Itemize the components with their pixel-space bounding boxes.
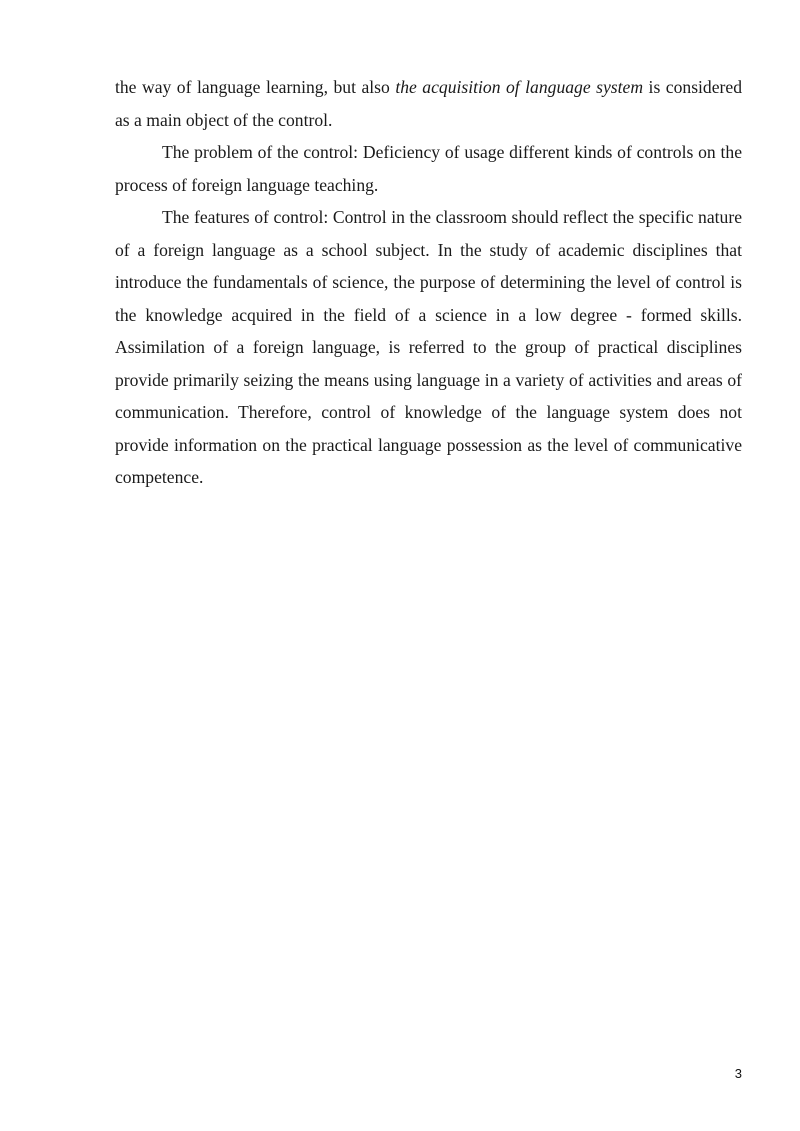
paragraph-features: The features of control: Control in the classroom should reflect the specific nature of a foreign language as a school subject. In the study of academic disciplines that introduce the fundamentals of science, the purpose of determining the level of control is the knowledge acquired in the field of a science in a low degree - formed skills. Assimilation of a foreign language, is referred to the group of practical disciplines provide primarily seizing the means using language in a variety of activities and areas of communication. Therefore, control of knowledge of the language system does not provide information on the practical language possession as the level of communicative competence. xyxy=(115,207,742,487)
page-number: 3 xyxy=(734,1066,742,1081)
paragraph-1-text-end: is considered as a main object of the control. xyxy=(115,77,742,130)
paragraph-problem: The problem of the control: Deficiency of usage different kinds of controls on the process of foreign language teaching. xyxy=(115,142,742,195)
italic-phrase: the acquisition of language system xyxy=(395,77,644,97)
body-text xyxy=(115,71,742,494)
paragraph-continuation xyxy=(115,71,742,136)
paragraph-1-text-start: the way of language learning, but also xyxy=(115,77,396,97)
